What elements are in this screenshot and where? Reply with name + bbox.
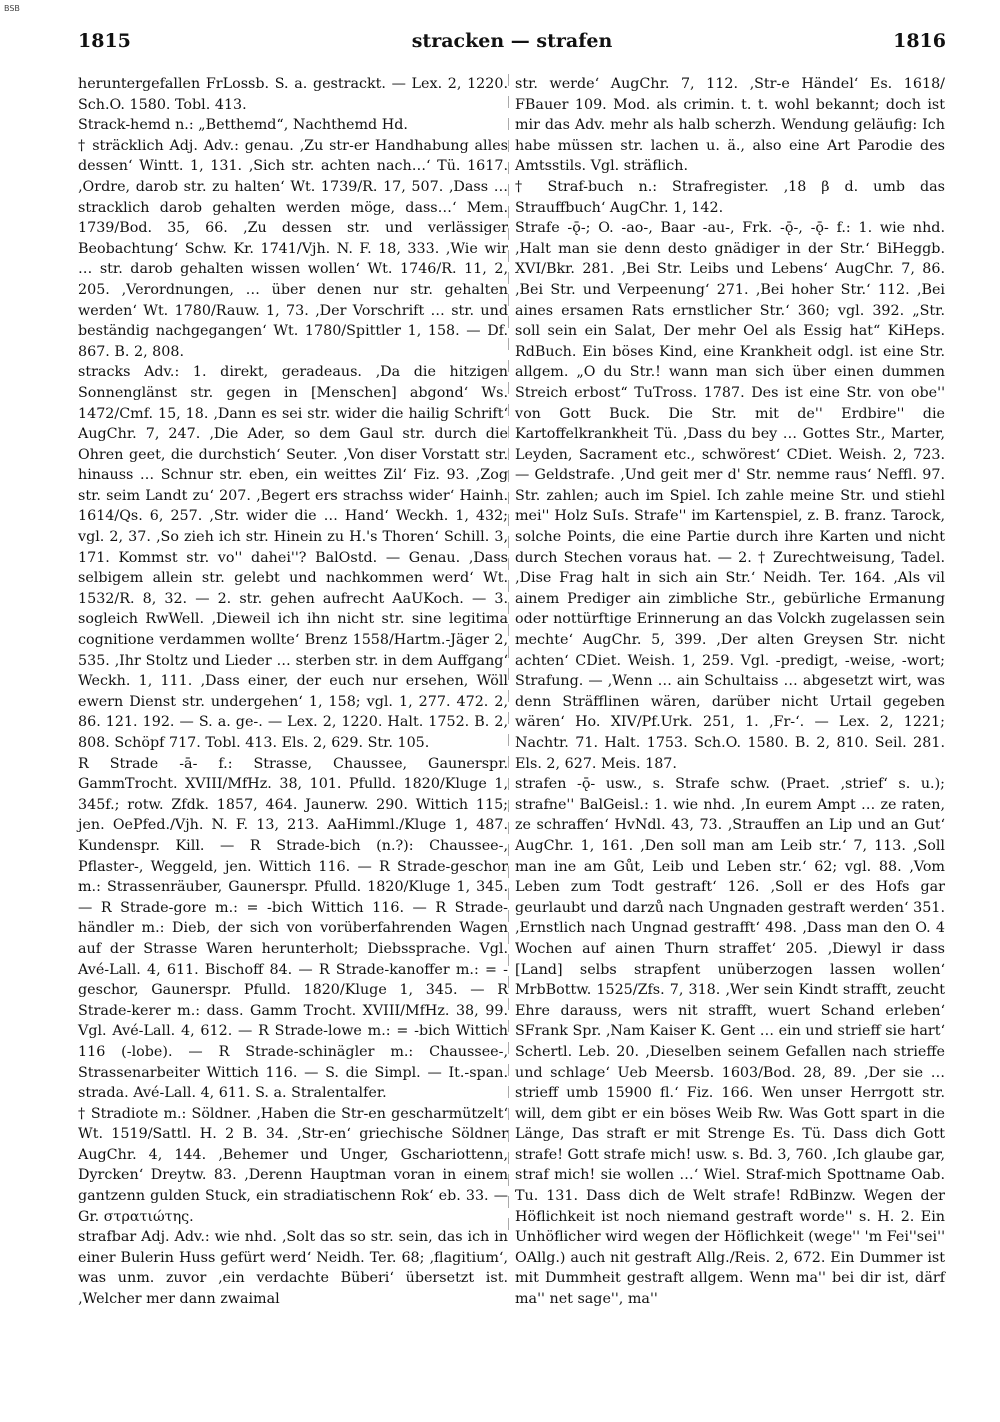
column-divider <box>508 74 509 1234</box>
entry-paragraph: Strack-hemd n.: „Betthemd“, Nachthemd Hd. <box>78 117 408 134</box>
entry-paragraph: strafen -ǭ- usw., s. Strafe schw. (Praet. ‚strief‘ s. u.); strafne'' BalGeisl.: 1. wie nhd. ‚In eurem Ampt … ze raten, ze schraffen‘ HvNdl. 43, 73. ‚Strauffen an Lip und an Gut‘ AugChr. 1, 161. ‚Den soll man am Leib str.‘ 7, 113. ‚Soll man ine am Gůt, Leib und Leben str.‘ 62; vgl. 88. ‚Vom Leben zum Todt gestraft‘ 126. ‚Soll er des Hofs gar geurlaubt und darzů nach Ungnaden gestraft werden‘ 351. ‚Ernstlich nach Ungnad gestrafft‘ 498. ‚Dass man den O. 4 Wochen auf ainen Thurn straffet‘ 205. ‚Diewyl ir dass [Land] selbs strapfent unüberzogen lassen wollen‘ MrbBottw. 1525/Zfs. 7, 318. ‚Wer sein Kindt strafft, zeucht Ehre darauss, wers nit strafft, wuert Schand erleben‘ SFrank Spr. ‚Nam Kaiser K. Gent … ein und strieff sie hart‘ Schertl. Leb. 20. ‚Dieselben seinem Gefallen nach strieffe und schlage‘ Ueb Meersb. 1603/Bod. 28, 89. ‚Der sie … strieff umb 15900 fl.‘ Fiz. 166. Wen unser Herrgott str. will, dem gibt er ein böses Weib Rw. Was Gott spart in die Länge, Das straft er mit Strenge Es. Tü. Dass dich Gott strafe! Gott strafe mich! usw. s. Bd. 3, 760. ‚Ich glaube gar, straf mich! sie wollen …‘ Wiel. Straf-mich Spottname Oab. Tu. 131. Dass dich de Welt strafe! RdBinzw. Wegen der Höflichkeit ist noch niemand gestraft worde'' s. H. 2. Ein Unhöflicher wird wegen der Höflichkeit (wege'' 'm Fei''sei'' OAllg.) auch nit gestraft Allg./Reis. 2, 672. Ein Dummer ist mit Dummheit gestraft allgem. Wenn ma'' bei dir ist, därf ma'' net sage'', ma'' <box>515 776 945 1308</box>
entry-paragraph: strafbar Adj. Adv.: wie nhd. ‚Solt das so str. sein, das ich in einer Bulerin Huss gefürt werd‘ Neidh. Ter. 68; ‚flagitium‘, was unm. zuvor ‚ein verdachte Büberi‘ übersetzt ist. ‚Welcher mer dann zwaimal <box>78 1229 508 1308</box>
entry-paragraph: † sträcklich Adj. Adv.: genau. ‚Zu str-er Handhabung alles dessen‘ Wintt. 1, 131. ‚Sich str. achten nach…‘ Tü. 1617. ‚Ordre, darob str. zu halten‘ Wt. 1739/R. 17, 507. ‚Dass … stracklich darob gehalten werden möge, dass…‘ Mem. 1739/Bod. 35, 66. ‚Zu dessen str. und verlässiger Beobachtung‘ Schw. Kr. 1741/Vjh. N. F. 18, 333. ‚Wie wir … str. darob gehalten wissen wollen‘ Wt. 1746/R. 11, 2, 205. ‚Verordnungen, … über denen nur str. gehalten werden‘ Wt. 1780/Rauw. 1, 73. ‚Der Vorschrift … str. und beständig nachgegangen‘ Wt. 1780/Spittler 1, 158. — Df. 867. B. 2, 808. <box>78 137 508 360</box>
entry-paragraph: † Straf-buch n.: Strafregister. ‚18 β d. umb das Strauffbuch‘ AugChr. 1, 142. <box>515 178 945 216</box>
entry-paragraph: Strafe -ǭ-; O. -ao-, Baar -au-, Frk. -ǭ-, -ǭ- f.: 1. wie nhd. ‚Halt man sie denn desto gnädiger in der Str.‘ BiHeggb. XVI/Bkr. 281. ‚Bei Str. Leibs und Lebens‘ AugChr. 7, 86. ‚Bei Str. und Verpeenung‘ 271. ‚Bei hoher Str.‘ 112. ‚Bei aines ersamen Rats ernstlicher Str.‘ 360; vgl. 392. „Str. soll sein ein Salat, Der mehr Oel als Essig hat“ KiHeps. RdBuch. Ein böses Kind, eine Krankheit odgl. ist eine Str. allgem. „O du Str.! wann man sich über einen dummen Streich erbost“ TuTross. 1787. Des ist eine Str. von obe'' von Gott Buck. Die Str. mit de'' Erdbire'' die Kartoffelkrankheit Tü. ‚Dass du bey … Gottes Str., Marter, Leyden, Sacrament etc., schwörest‘ CDiet. Weish. 2, 723. — Geldstrafe. ‚Und geit mer d' Str. nemme raus‘ Neffl. 97. Str. zahlen; auch im Spiel. Ich zahle meine Str. und stiehl mei'' Holz SuIs. Strafe'' im Kartenspiel, z. B. franz. Tarock, solche Points, die eine Partie durch ihre Karten und nicht durch Stechen voraus hat. — 2. † Zurechtweisung, Tadel. ‚Dise Frag halt in sich ain Str.‘ Neidh. Ter. 164. ‚Als vil ainem Prediger ain zimbliche Str., gebürliche Ermanung oder nottürftige Erinnerung an das Volckh zugelassen sein mechte‘ AugChr. 5, 399. ‚Der alten Greysen Str. nicht achten‘ CDiet. Weish. 1, 259. Vgl. -predigt, -weise, -wort; Strafung. — ‚Wenn … ain Schultaiss … abgesetzt wirt, was denn Sträfflinen wären, darüber nicht Urtail gegeben wären‘ Ho. XIV/Pf.Urk. 251, 1. ‚Fr-‘. — Lex. 2, 1221; Nachtr. 71. Halt. 1753. Sch.O. 1580. B. 2, 810. Seil. 281. Els. 2, 627. Meis. 187. <box>515 220 945 772</box>
entry-paragraph: str. werde‘ AugChr. 7, 112. ‚Str-e Händel‘ Es. 1618/ FBauer 109. Mod. als crimin. t. t. wohl bekannt; doch ist mir das Adv. mehr als halb scherzh. Wendung geläufig: Ich habe müssen str. lachen u. ä., also eine Art Parodie des Amtsstils. Vgl. sträflich. <box>515 76 945 175</box>
library-watermark: BSB <box>4 4 20 13</box>
entry-paragraph: † Stradiote m.: Söldner. ‚Haben die Str-en gescharmützelt‘ Wt. 1519/Sattl. H. 2 B. 34. ‚Str-en‘ griechische Söldner AugChr. 4, 144. ‚Behemer und Unger, Gschariottenn, Dyrcken‘ Dreytw. 83. ‚Derenn Hauptman voran in einem gantzenn gulden Stuck, ein stradiatischenn Rok‘ eb. 33. — Gr. στρατιώτης. <box>78 1105 508 1225</box>
entry-paragraph: R Strade -ā- f.: Strasse, Chaussee, Gaunerspr. GammTrocht. XVIII/MfHz. 38, 101. Pfulld. 1820/Kluge 1, 345f.; rotw. Zfdk. 1857, 464. Jaunerw. 290. Wittich 115; jen. OePfed./Vjh. N. F. 13, 213. AaHimml./Kluge 1, 487. Kundenspr. Kill. — R Strade-bich (n.?): Chaussee-, Pflaster-, Weggeld, jen. Wittich 116. — R Strade-geschor m.: Strassenräuber, Gaunerspr. Pfulld. 1820/Kluge 1, 345. — R Strade-gore m.: = -bich Wittich 116. — R Strade-händler m.: Dieb, der sich von vorüberfahrenden Wagen auf der Strasse Waren herunterholt; Diebssprache. Vgl. Avé-Lall. 4, 611. Bischoff 84. — R Strade-kanoffer m.: = -geschor, Gaunerspr. Pfulld. 1820/Kluge 1, 345. — R Strade-kerer m.: dass. Gamm Trocht. XVIII/MfHz. 38, 99. Vgl. Avé-Lall. 4, 612. — R Strade-lowe m.: = -bich Wittich 116 (-lobe). — R Strade-schinägler m.: Chaussee-, Strassenarbeiter Wittich 116. — S. die Simpl. — It.-span. strada. Avé-Lall. 4, 611. S. a. Stralentalfer. <box>78 755 508 1102</box>
right-column <box>515 74 945 1310</box>
entry-paragraph: heruntergefallen FrLossb. S. a. gestrackt. — Lex. 2, 1220. Sch.O. 1580. Tobl. 413. <box>78 76 508 113</box>
left-column <box>78 74 508 1310</box>
page-header <box>78 30 946 58</box>
page-number-right: 1816 <box>893 30 946 52</box>
entry-paragraph: stracks Adv.: 1. direkt, geradeaus. ‚Da die hitzigen Sonnenglänst str. gegen in [Menschen] abgond‘ Ws. 1472/Cmf. 15, 18. ‚Dann es sei str. wider die hailig Schrift‘ AugChr. 7, 247. ‚Die Ader, so dem Gaul str. durch die Ohren geet, die durchstich‘ Seuter. ‚Von diser Vorstatt str. hinauss … Schnur str. eben, ein weittes Zil‘ Fiz. 93. ‚Zog str. seim Landt zu‘ 207. ‚Begert ers strachss wider‘ Hainh. 1614/Qs. 6, 257. ‚Str. wider die … Hand‘ Weckh. 1, 432; vgl. 2, 37. ‚So zieh ich str. Hinein zu H.'s Thoren‘ Schill. 3, 171. Kommst str. vo'' dahei''? BalOstd. — Genau. ‚Dass selbigem allein str. gelebt und nachkommen werd‘ Wt. 1532/R. 8, 32. — 2. str. gehen aufrecht AaUKoch. — 3. sogleich RwWell. ‚Dieweil ich ihn nicht str. sine legitima cognitione verdammen wollte‘ Brenz 1558/Hartm.-Jäger 2, 535. ‚Ihr Stoltz und Lieder … sterben str. in dem Auffgang‘ Weckh. 1, 111. ‚Dass einer, der euch nur ersehen, Wöll ewern Dienst str. undergehen‘ 1, 158; vgl. 1, 277. 472. 2, 86. 121. 192. — S. a. ge-. — Lex. 2, 1220. Halt. 1752. B. 2, 808. Schöpf 717. Tobl. 413. Els. 2, 629. Str. 105. <box>78 364 508 751</box>
page-number-left: 1815 <box>78 30 131 52</box>
running-title: stracken — strafen <box>411 30 613 52</box>
